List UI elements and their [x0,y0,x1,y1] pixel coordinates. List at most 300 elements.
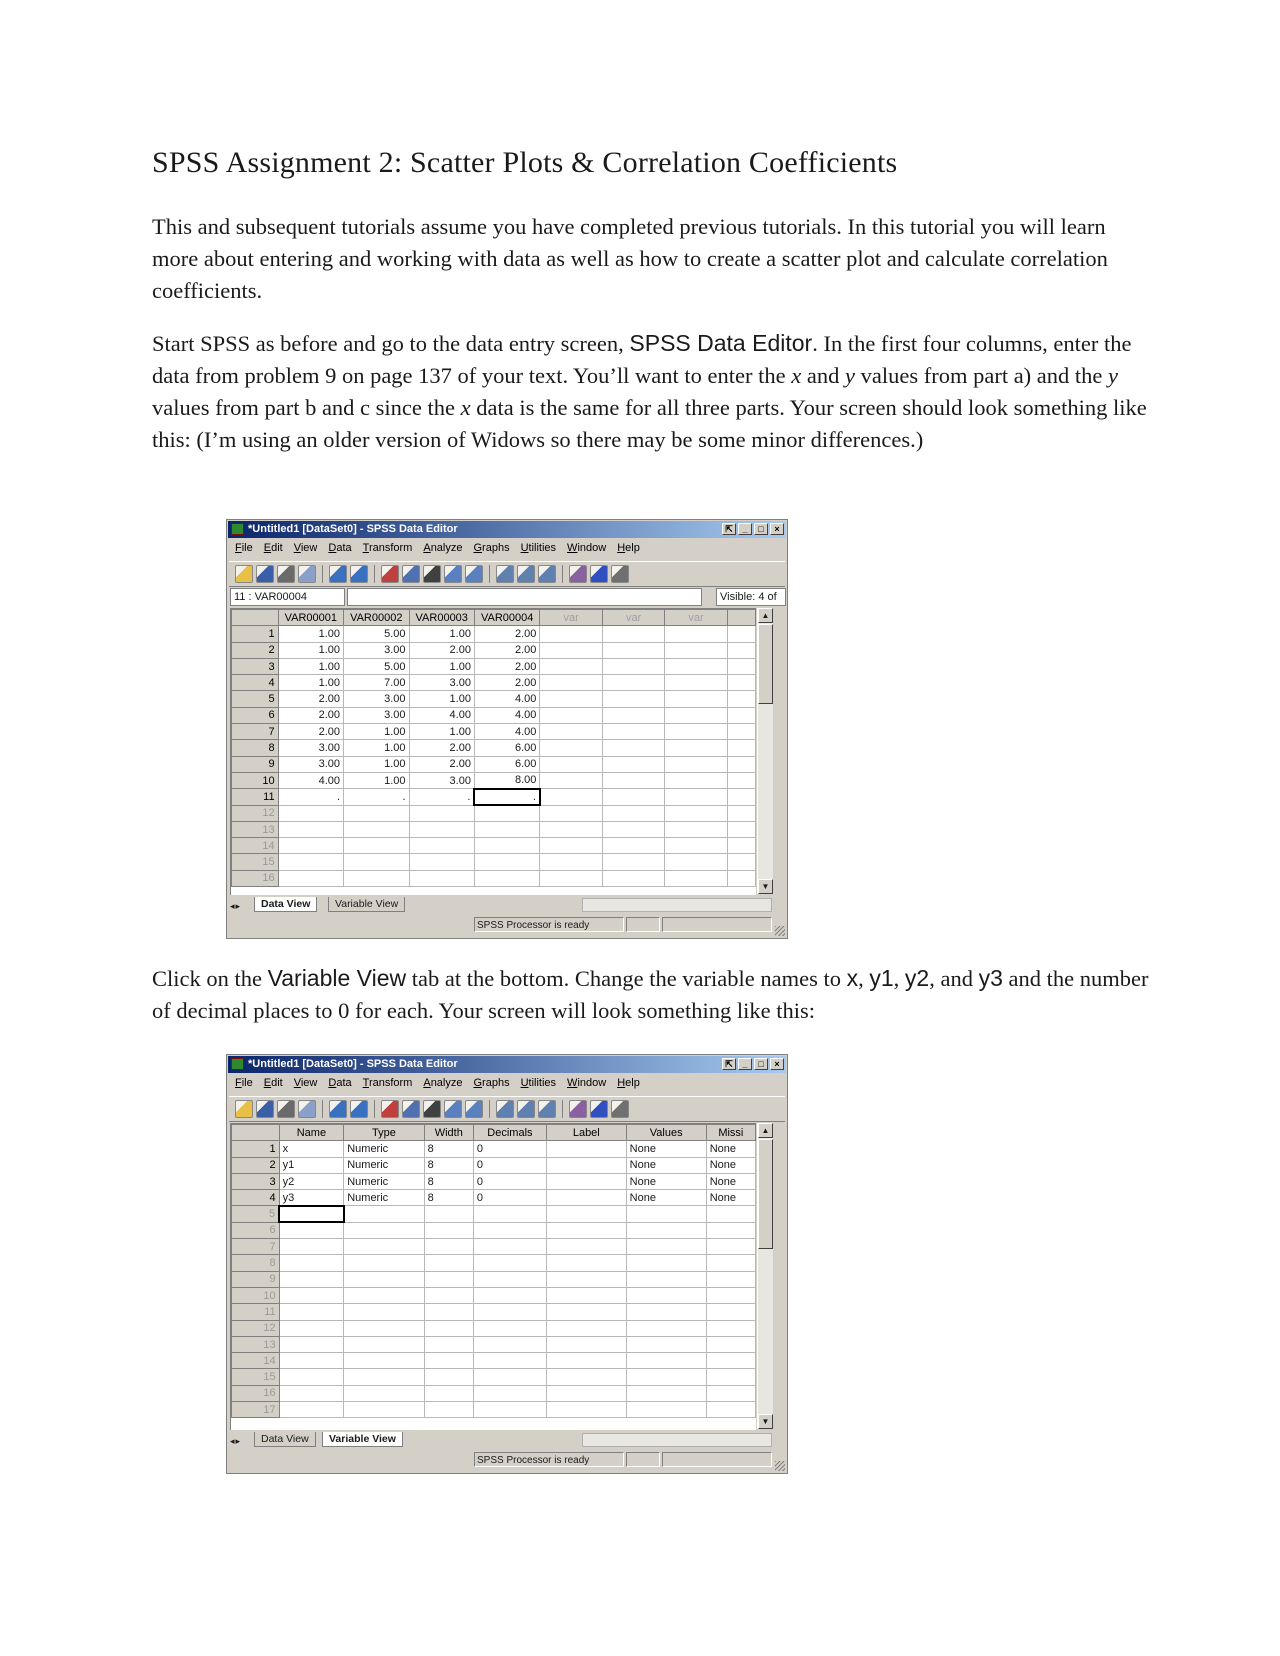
variable-cell[interactable]: 0 [473,1157,546,1173]
variable-cell[interactable] [279,1369,344,1385]
data-cell[interactable] [727,870,755,886]
variable-cell[interactable] [473,1255,546,1271]
data-cell[interactable] [278,838,343,854]
variable-cell[interactable] [546,1141,626,1157]
menu-item-data[interactable]: Data [328,542,352,554]
variable-cell[interactable] [626,1304,706,1320]
data-cell[interactable] [727,838,755,854]
column-header-var[interactable]: var [602,610,664,626]
row-number[interactable]: 3 [232,658,279,674]
variable-cell[interactable] [626,1239,706,1255]
data-cell[interactable] [727,789,755,805]
variable-cell[interactable]: None [706,1190,755,1206]
data-cell[interactable] [665,626,727,642]
variable-cell[interactable] [626,1320,706,1336]
value-labels-icon[interactable] [569,1100,587,1118]
menu-item-view[interactable]: View [293,1077,318,1089]
variable-cell[interactable] [279,1353,344,1369]
data-cell[interactable]: 1.00 [409,691,474,707]
row-number[interactable]: 13 [232,1336,280,1352]
show-all-icon[interactable] [611,565,629,583]
row-number[interactable]: 13 [232,821,279,837]
variable-cell[interactable]: None [626,1173,706,1189]
data-cell[interactable]: 2.00 [278,691,343,707]
scroll-down-icon[interactable]: ▼ [758,1414,773,1429]
data-cell[interactable] [344,870,409,886]
row-number[interactable]: 9 [232,1271,280,1287]
variable-cell[interactable] [424,1255,473,1271]
data-cell[interactable] [602,626,664,642]
open-file-icon[interactable] [235,565,253,583]
data-cell[interactable] [344,838,409,854]
variable-cell[interactable] [344,1271,424,1287]
data-cell[interactable]: 7.00 [344,675,409,691]
data-cell[interactable]: 4.00 [474,707,539,723]
cell-value-input[interactable] [347,588,702,606]
tab-nav-arrows-icon[interactable]: ◂▸ [230,1436,242,1446]
row-number[interactable]: 1 [232,626,279,642]
row-number[interactable]: 5 [232,691,279,707]
data-cell[interactable] [727,854,755,870]
variable-cell[interactable] [706,1239,755,1255]
tab-data-view[interactable]: Data View [254,897,317,912]
use-sets-icon[interactable] [590,1100,608,1118]
row-number[interactable]: 8 [232,1255,280,1271]
variable-cell[interactable] [706,1385,755,1401]
variable-cell[interactable] [626,1336,706,1352]
minimize-button[interactable]: _ [738,1058,752,1070]
row-number[interactable]: 12 [232,1320,280,1336]
variable-cell[interactable] [706,1206,755,1222]
variable-cell[interactable] [424,1385,473,1401]
close-button[interactable]: × [770,1058,784,1070]
variable-cell[interactable] [626,1222,706,1238]
variable-cell[interactable] [344,1320,424,1336]
redo-icon[interactable] [350,1100,368,1118]
data-cell[interactable] [665,642,727,658]
variable-cell[interactable] [279,1239,344,1255]
data-cell[interactable] [602,642,664,658]
row-number[interactable]: 12 [232,805,279,821]
variable-cell[interactable]: Numeric [344,1157,424,1173]
weight-cases-icon[interactable] [517,1100,535,1118]
data-cell[interactable]: 1.00 [409,626,474,642]
variable-cell[interactable]: y3 [279,1190,344,1206]
variable-cell[interactable]: x [279,1141,344,1157]
data-cell[interactable]: 1.00 [344,772,409,788]
data-cell[interactable] [602,854,664,870]
split-file-icon[interactable] [496,1100,514,1118]
variable-cell[interactable] [473,1336,546,1352]
corner-cell[interactable] [232,610,279,626]
data-cell[interactable] [540,772,602,788]
data-cell[interactable] [540,626,602,642]
data-cell[interactable] [344,854,409,870]
column-header-var00001[interactable]: VAR00001 [278,610,343,626]
variable-cell[interactable] [473,1271,546,1287]
data-cell[interactable] [665,707,727,723]
data-cell[interactable] [602,707,664,723]
data-cell[interactable] [727,691,755,707]
insert-variable-icon[interactable] [465,1100,483,1118]
data-cell[interactable] [344,821,409,837]
variable-cell[interactable]: 8 [424,1141,473,1157]
variable-cell[interactable] [473,1239,546,1255]
data-cell[interactable] [727,707,755,723]
goto-case-icon[interactable] [402,565,420,583]
row-number[interactable]: 15 [232,854,279,870]
column-header-missi[interactable]: Missi [706,1125,755,1141]
insert-cases-icon[interactable] [444,565,462,583]
menu-item-edit[interactable]: Edit [263,1077,283,1089]
variable-cell[interactable] [546,1304,626,1320]
row-number[interactable]: 10 [232,1287,280,1303]
data-cell[interactable] [665,789,727,805]
data-cell[interactable]: 1.00 [409,724,474,740]
data-cell[interactable] [409,805,474,821]
dialog-recall-icon[interactable] [298,565,316,583]
data-cell[interactable] [409,854,474,870]
data-cell[interactable] [602,724,664,740]
data-cell[interactable]: 1.00 [278,626,343,642]
data-cell[interactable] [540,724,602,740]
variable-cell[interactable] [344,1353,424,1369]
data-cell[interactable]: 2.00 [409,756,474,772]
variable-cell[interactable] [473,1385,546,1401]
data-cell[interactable]: 3.00 [278,756,343,772]
data-cell[interactable] [602,870,664,886]
variable-cell[interactable]: Numeric [344,1173,424,1189]
scroll-thumb[interactable] [758,624,773,704]
variable-cell[interactable] [546,1239,626,1255]
variable-cell[interactable] [626,1206,706,1222]
data-cell[interactable] [540,707,602,723]
data-cell[interactable] [602,838,664,854]
column-header-var00004[interactable]: VAR00004 [474,610,539,626]
minimize-button[interactable]: _ [738,523,752,535]
menu-item-analyze[interactable]: Analyze [423,542,463,554]
variable-cell[interactable]: None [626,1190,706,1206]
variable-cell[interactable] [424,1222,473,1238]
data-cell[interactable] [540,838,602,854]
scroll-up-icon[interactable]: ▲ [758,1123,773,1138]
variable-cell[interactable] [546,1271,626,1287]
data-cell[interactable] [540,821,602,837]
data-cell[interactable] [727,805,755,821]
data-cell[interactable]: 1.00 [278,642,343,658]
row-number[interactable]: 16 [232,870,279,886]
save-icon[interactable] [256,1100,274,1118]
scroll-down-icon[interactable]: ▼ [758,879,773,894]
row-number[interactable]: 9 [232,756,279,772]
row-number[interactable]: 7 [232,1239,280,1255]
variable-cell[interactable] [279,1336,344,1352]
menu-item-view[interactable]: View [293,542,318,554]
data-cell[interactable]: 1.00 [278,675,343,691]
variable-cell[interactable] [706,1336,755,1352]
data-cell[interactable] [727,626,755,642]
variable-cell[interactable]: y2 [279,1173,344,1189]
data-cell[interactable]: 4.00 [474,691,539,707]
variable-cell[interactable] [546,1287,626,1303]
variable-cell[interactable] [546,1206,626,1222]
variable-cell[interactable]: Numeric [344,1141,424,1157]
goto-data-icon[interactable]: ⇱ [722,1058,736,1070]
data-cell[interactable]: 3.00 [409,772,474,788]
variable-cell[interactable] [424,1369,473,1385]
data-cell[interactable] [278,870,343,886]
data-cell[interactable]: . [409,789,474,805]
data-cell[interactable] [344,805,409,821]
menu-item-file[interactable]: File [235,1077,253,1089]
variable-cell[interactable] [424,1353,473,1369]
find-icon[interactable] [423,565,441,583]
data-cell[interactable] [727,675,755,691]
data-cell[interactable] [409,870,474,886]
variable-cell[interactable] [706,1255,755,1271]
data-cell[interactable] [665,740,727,756]
variable-cell[interactable] [279,1206,344,1222]
row-number[interactable]: 14 [232,838,279,854]
data-cell[interactable]: 2.00 [409,740,474,756]
variable-cell[interactable] [473,1206,546,1222]
column-header-width[interactable]: Width [424,1125,473,1141]
variable-cell[interactable]: 8 [424,1173,473,1189]
close-button[interactable]: × [770,523,784,535]
variable-cell[interactable] [279,1385,344,1401]
variable-cell[interactable] [424,1402,473,1418]
menu-item-utilities[interactable]: Utilities [520,1077,557,1089]
goto-chart-icon[interactable] [381,1100,399,1118]
data-cell[interactable] [727,821,755,837]
data-cell[interactable] [665,675,727,691]
data-cell[interactable] [278,854,343,870]
data-cell[interactable]: 3.00 [409,675,474,691]
goto-chart-icon[interactable] [381,565,399,583]
variable-cell[interactable] [424,1239,473,1255]
variable-cell[interactable] [344,1239,424,1255]
variable-cell[interactable] [706,1353,755,1369]
split-file-icon[interactable] [496,565,514,583]
row-number[interactable]: 11 [232,1304,280,1320]
data-cell[interactable] [665,838,727,854]
variable-cell[interactable]: y1 [279,1157,344,1173]
data-cell[interactable]: 6.00 [474,756,539,772]
data-cell[interactable] [665,821,727,837]
data-cell[interactable] [540,658,602,674]
row-number[interactable]: 6 [232,707,279,723]
data-cell[interactable]: 2.00 [474,626,539,642]
variable-cell[interactable] [546,1255,626,1271]
show-all-icon[interactable] [611,1100,629,1118]
variable-cell[interactable] [473,1304,546,1320]
data-cell[interactable] [602,756,664,772]
tab-nav-arrows-icon[interactable]: ◂▸ [230,901,242,911]
data-cell[interactable]: 6.00 [474,740,539,756]
variable-cell[interactable] [279,1320,344,1336]
data-cell[interactable]: 3.00 [344,642,409,658]
data-cell[interactable] [602,821,664,837]
variable-cell[interactable] [546,1173,626,1189]
variable-cell[interactable] [706,1271,755,1287]
variable-cell[interactable]: None [706,1141,755,1157]
data-cell[interactable] [474,854,539,870]
variable-cell[interactable] [546,1336,626,1352]
variable-cell[interactable] [706,1402,755,1418]
variable-cell[interactable] [626,1369,706,1385]
row-number[interactable]: 1 [232,1141,280,1157]
variable-cell[interactable] [546,1157,626,1173]
variable-cell[interactable] [344,1402,424,1418]
data-cell[interactable]: 2.00 [474,675,539,691]
row-number[interactable]: 15 [232,1369,280,1385]
column-header-var00002[interactable]: VAR00002 [344,610,409,626]
menu-item-transform[interactable]: Transform [362,542,413,554]
variable-cell[interactable] [546,1369,626,1385]
variable-cell[interactable] [344,1304,424,1320]
variable-cell[interactable] [279,1222,344,1238]
row-number[interactable]: 5 [232,1206,280,1222]
data-cell[interactable] [665,870,727,886]
variable-cell[interactable] [546,1222,626,1238]
variable-cell[interactable] [473,1353,546,1369]
data-cell[interactable]: 4.00 [474,724,539,740]
data-cell[interactable]: 4.00 [409,707,474,723]
variable-cell[interactable] [344,1206,424,1222]
column-header-label[interactable]: Label [546,1125,626,1141]
data-cell[interactable] [409,838,474,854]
insert-cases-icon[interactable] [444,1100,462,1118]
variable-cell[interactable] [546,1320,626,1336]
variable-cell[interactable] [706,1287,755,1303]
variable-cell[interactable] [344,1222,424,1238]
undo-icon[interactable] [329,565,347,583]
menu-item-window[interactable]: Window [567,542,607,554]
data-cell[interactable] [278,821,343,837]
variable-cell[interactable]: None [706,1157,755,1173]
variable-cell[interactable] [473,1287,546,1303]
data-cell[interactable] [665,805,727,821]
column-header-decimals[interactable]: Decimals [473,1125,546,1141]
menu-item-help[interactable]: Help [617,1077,640,1089]
data-cell[interactable]: 4.00 [278,772,343,788]
variable-cell[interactable] [279,1255,344,1271]
column-header-extra[interactable] [727,610,755,626]
variable-cell[interactable] [706,1222,755,1238]
column-header-name[interactable]: Name [279,1125,344,1141]
data-cell[interactable]: 8.00 [474,772,539,788]
insert-variable-icon[interactable] [465,565,483,583]
variable-cell[interactable] [706,1320,755,1336]
data-cell[interactable] [727,756,755,772]
data-cell[interactable] [540,805,602,821]
find-icon[interactable] [423,1100,441,1118]
redo-icon[interactable] [350,565,368,583]
variable-cell[interactable] [279,1271,344,1287]
data-cell[interactable]: 3.00 [278,740,343,756]
row-number[interactable]: 4 [232,675,279,691]
variable-cell[interactable] [706,1304,755,1320]
data-cell[interactable] [727,642,755,658]
menu-item-utilities[interactable]: Utilities [520,542,557,554]
variable-cell[interactable] [626,1353,706,1369]
menu-item-data[interactable]: Data [328,1077,352,1089]
row-number[interactable]: 10 [232,772,279,788]
variable-cell[interactable] [473,1402,546,1418]
variable-cell[interactable] [473,1320,546,1336]
data-cell[interactable] [602,675,664,691]
variable-cell[interactable] [279,1402,344,1418]
open-file-icon[interactable] [235,1100,253,1118]
variable-cell[interactable]: None [626,1157,706,1173]
variable-cell[interactable] [424,1336,473,1352]
data-cell[interactable]: . [474,789,539,805]
menu-item-file[interactable]: File [235,542,253,554]
variable-cell[interactable] [473,1222,546,1238]
column-header-var[interactable]: var [665,610,727,626]
variable-cell[interactable] [626,1402,706,1418]
select-cases-icon[interactable] [538,565,556,583]
variable-cell[interactable]: 0 [473,1173,546,1189]
variable-cell[interactable] [546,1402,626,1418]
data-cell[interactable] [540,675,602,691]
data-cell[interactable]: 5.00 [344,658,409,674]
menu-item-window[interactable]: Window [567,1077,607,1089]
menu-item-graphs[interactable]: Graphs [473,542,510,554]
data-cell[interactable] [474,870,539,886]
print-icon[interactable] [277,565,295,583]
horizontal-scrollbar[interactable] [582,898,772,912]
value-labels-icon[interactable] [569,565,587,583]
variable-cell[interactable] [344,1336,424,1352]
corner-cell[interactable] [232,1125,280,1141]
data-cell[interactable] [602,740,664,756]
maximize-button[interactable]: □ [754,523,768,535]
data-cell[interactable]: . [344,789,409,805]
variable-cell[interactable] [279,1287,344,1303]
dialog-recall-icon[interactable] [298,1100,316,1118]
column-header-var[interactable]: var [540,610,602,626]
row-number[interactable]: 6 [232,1222,280,1238]
row-number[interactable]: 2 [232,642,279,658]
data-cell[interactable]: 1.00 [344,740,409,756]
use-sets-icon[interactable] [590,565,608,583]
menu-item-help[interactable]: Help [617,542,640,554]
goto-case-icon[interactable] [402,1100,420,1118]
variable-cell[interactable]: Numeric [344,1190,424,1206]
variable-cell[interactable] [626,1271,706,1287]
variable-cell[interactable] [424,1271,473,1287]
variable-cell[interactable] [706,1369,755,1385]
variable-cell[interactable] [344,1385,424,1401]
variable-cell[interactable] [424,1206,473,1222]
data-cell[interactable] [409,821,474,837]
variable-cell[interactable] [424,1287,473,1303]
menu-item-analyze[interactable]: Analyze [423,1077,463,1089]
resize-grip-icon[interactable] [775,926,785,936]
row-number[interactable]: 7 [232,724,279,740]
print-icon[interactable] [277,1100,295,1118]
data-cell[interactable]: 1.00 [278,658,343,674]
data-cell[interactable]: 2.00 [278,724,343,740]
data-cell[interactable] [665,691,727,707]
data-cell[interactable] [665,854,727,870]
data-cell[interactable]: 2.00 [278,707,343,723]
tab-variable-view[interactable]: Variable View [328,897,405,912]
variable-cell[interactable] [344,1287,424,1303]
column-header-var00003[interactable]: VAR00003 [409,610,474,626]
variable-cell[interactable] [279,1304,344,1320]
